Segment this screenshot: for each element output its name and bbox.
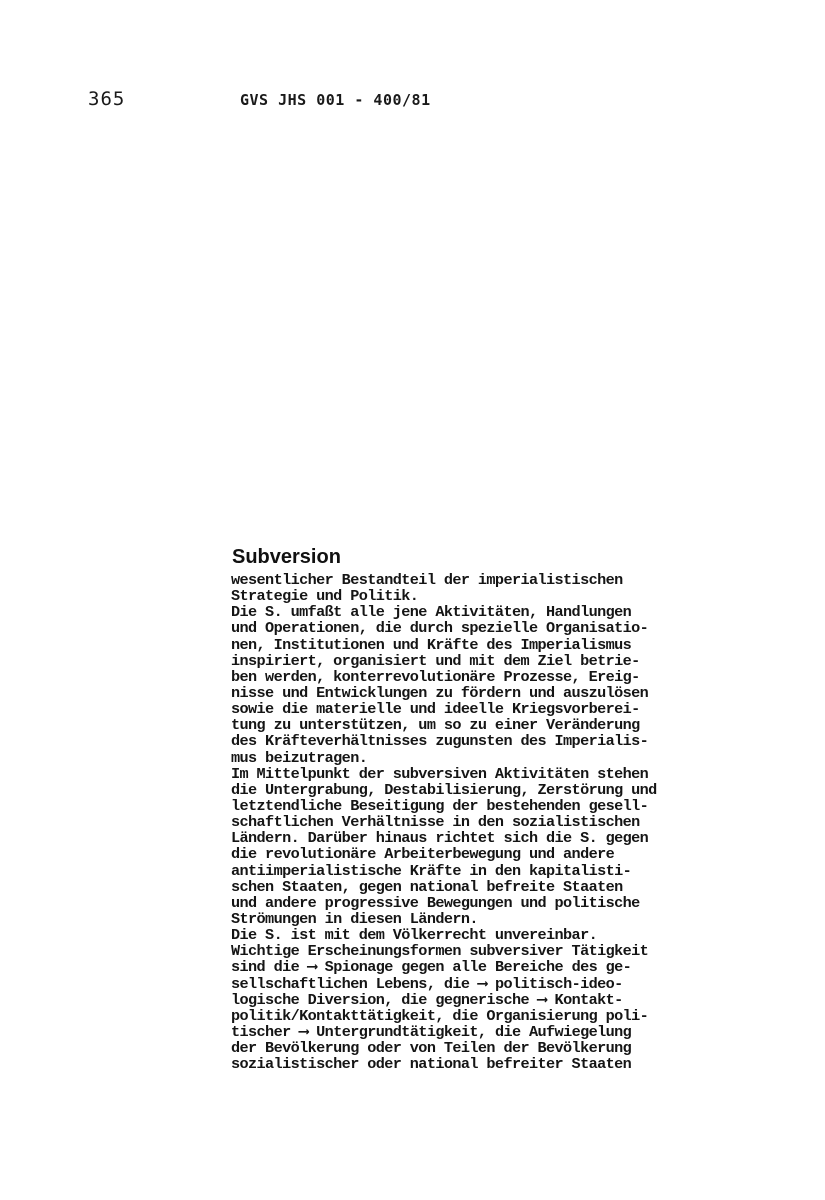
body-line: sowie die materielle und ideelle Kriegsvorberei- [231,700,640,719]
body-line: sind die ⟶ Spionage gegen alle Bereiche des ge- [231,958,632,977]
body-line: Strömungen in diesen Ländern. [231,909,478,928]
body-line: logische Diversion, die gegnerische ⟶ Kontakt- [231,990,623,1009]
page-number: 365 [88,88,126,110]
body-line: sozialistischer oder national befreiter Staaten [231,1055,632,1074]
body-line: wesentlicher Bestandteil der imperialistischen [231,571,623,589]
body-line: die Untergrabung, Destabilisierung, Zerstörung und [231,780,657,799]
body-line: nen, Institutionen und Kräfte des Imperialismus [231,635,632,654]
body-line: Strategie und Politik. [231,587,419,606]
body-line: nisse und Entwicklungen zu fördern und auszulösen [231,683,649,702]
body-line: schen Staaten, gegen national befreite Staaten [231,877,623,896]
entry-body [231,572,751,1072]
body-line: und Operationen, die durch spezielle Organisatio- [231,619,649,638]
body-line: inspiriert, organisiert und mit dem Ziel betrie- [231,651,640,670]
body-line: der Bevölkerung oder von Teilen der Bevölkerung [231,1039,632,1058]
body-line: tischer ⟶ Untergrundtätigkeit, die Aufwiegelung [231,1022,632,1041]
body-line: die revolutionäre Arbeiterbewegung und andere [231,845,615,864]
body-line: tung zu unterstützen, um so zu einer Veränderung [231,716,640,735]
document-reference: GVS JHS 001 - 400/81 [240,91,431,109]
body-line: letztendliche Beseitigung der bestehenden gesell- [231,796,649,815]
body-line: Ländern. Darüber hinaus richtet sich die S. gegen [231,829,649,848]
body-line: Wichtige Erscheinungsformen subversiver Tätigkeit [231,942,649,961]
body-line: Die S. umfaßt alle jene Aktivitäten, Handlungen [231,603,632,622]
body-line: antiimperialistische Kräfte in den kapitalisti- [231,861,632,880]
body-line: sellschaftlichen Lebens, die ⟶ politisch-ideo- [231,974,623,993]
body-line: mus beizutragen. [231,748,368,767]
body-line: Die S. ist mit dem Völkerrecht unvereinbar. [231,926,598,945]
body-line: schaftlichen Verhältnisse in den sozialistischen [231,813,640,832]
body-line: ben werden, konterrevolutionäre Prozesse, Ereig- [231,667,640,686]
body-line: politik/Kontakttätigkeit, die Organisierung poli- [231,1006,649,1025]
entry-title: Subversion [232,546,341,568]
body-line: des Kräfteverhältnisses zugunsten des Imperialis- [231,732,649,751]
body-line: Im Mittelpunkt der subversiven Aktivitäten stehen [231,764,649,783]
body-line: und andere progressive Bewegungen und politische [231,893,640,912]
